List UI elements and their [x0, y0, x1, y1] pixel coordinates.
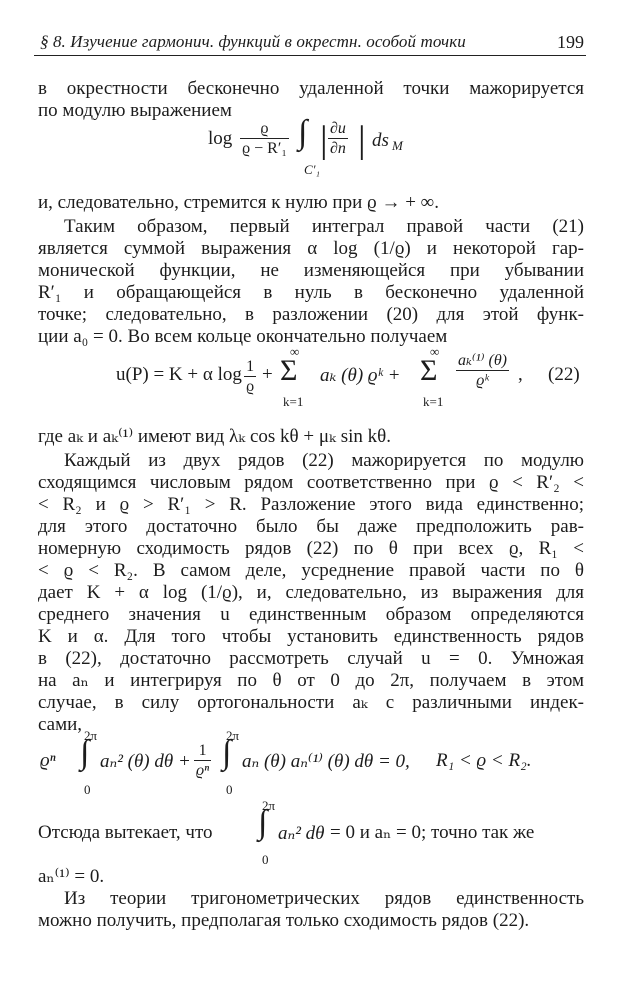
text-line: и, следовательно, стремится к нулю при ϱ → + ∞.: [38, 192, 439, 213]
summation-sign: Σ: [420, 354, 438, 387]
int2-lower: 0: [226, 782, 233, 797]
text-line: R′₁ и обращающейся в нуль в бесконечно удаленной: [38, 282, 584, 303]
eq1-ds: ds: [372, 130, 389, 151]
eq22-fraction-2: [456, 352, 509, 391]
eq22-tail: ,: [518, 364, 523, 385]
eq3-condition: R₁ < ϱ < R₂.: [436, 750, 532, 771]
text-line: можно получить, предполагая только сходимость рядов (22).: [38, 910, 530, 931]
eq1-fraction: [240, 120, 289, 159]
eq1-fraction-denominator: ϱ − R′₁: [242, 140, 287, 157]
eq22-fraction-1: [244, 358, 256, 397]
text-line: в окрестности бесконечно удаленной точки мажорируется: [38, 78, 584, 99]
equation-label: (22): [548, 364, 580, 385]
text-line: Таким образом, первый интеграл правой части (21): [64, 216, 584, 237]
eq22-lhs: u(P) = K + α log: [116, 364, 242, 385]
eq1-ds-subscript: M: [392, 138, 403, 153]
text-line: Каждый из двух рядов (22) мажорируется по модулю: [64, 450, 584, 471]
text-line: среднего значения u единственным образом определяются: [38, 604, 584, 625]
text-line: = 0 и aₙ = 0; точно так же: [330, 822, 535, 843]
header-title: § 8. Изучение гармонич. функций в окрестн. особой точки: [40, 32, 466, 51]
sum1-upper: ∞: [290, 344, 300, 359]
text-line: ции a₀ = 0. Во всем кольце окончательно получаем: [38, 326, 448, 347]
equation-22: [0, 346, 620, 410]
eq22-fraction-2-denominator: ϱᵏ: [476, 372, 489, 389]
text-line: где aₖ и aₖ⁽¹⁾ имеют вид λₖ cos kθ + μₖ sin kθ.: [38, 426, 391, 447]
eq1-fraction-numerator: ϱ: [240, 120, 289, 139]
text-line: < ϱ < R₂. В самом деле, усреднение правой части по θ: [38, 560, 584, 581]
eq3-fraction-numerator: 1: [194, 742, 211, 761]
text-line: K и α. Для того чтобы установить единственность рядов: [38, 626, 584, 647]
text-line: дает K + α log (1/ϱ), и, следовательно, из выражения для: [38, 582, 584, 603]
text-line: aₙ⁽¹⁾ = 0.: [38, 866, 105, 887]
eq3-fraction-denominator: ϱⁿ: [196, 762, 210, 779]
text-line: < R₂ и ϱ > R′₁ > R. Разложение этого вида единственно;: [38, 494, 584, 515]
eq3-fraction: [194, 742, 211, 781]
eq22-fraction-2-numerator: aₖ⁽¹⁾ (θ): [458, 352, 508, 369]
text-line: по модулю выражением: [38, 100, 232, 121]
text-line: монической функции, не изменяющейся при убывании: [38, 260, 584, 281]
eq22-fraction-1-denominator: ϱ: [246, 378, 255, 395]
summation-sign: Σ: [280, 354, 298, 387]
text-line: Из теории тригонометрических рядов единственность: [64, 888, 584, 909]
abs-bar-right: |: [358, 119, 366, 161]
equation-orthogonality: [0, 728, 620, 800]
integral-sign: ∫: [222, 734, 232, 771]
abs-bar-left: |: [320, 119, 328, 161]
integral-sign: ∫: [258, 804, 268, 841]
eq3-integrand-2: aₙ (θ) aₙ⁽¹⁾ (θ) dθ = 0,: [242, 751, 410, 772]
eq22-fraction-1-numerator: 1: [244, 358, 256, 377]
text-line: Отсюда вытекает, что: [38, 822, 213, 843]
eq3-rho-n: ϱⁿ: [40, 750, 56, 771]
eq1-derivative-denominator: ∂n: [330, 140, 346, 157]
running-header: [34, 30, 586, 56]
text-line: на aₙ и интегрируя по θ от 0 до 2π, получаем в этом: [38, 670, 584, 691]
text-line: сами,: [38, 714, 83, 735]
integral-sign: ∫: [80, 734, 90, 771]
int1-upper: 2π: [84, 728, 98, 743]
text-line: случае, в силу ортогональности aₖ с различными индек-: [38, 692, 584, 713]
sum1-lower: k=1: [283, 394, 304, 409]
header-rule: [34, 55, 586, 56]
text-line: сходящимся числовым рядом соответственно при ϱ < R′₂ <: [38, 472, 584, 493]
eq3-integrand-1: aₙ² (θ) dθ +: [100, 751, 191, 772]
page-number: 199: [557, 32, 584, 52]
int1-lower: 0: [84, 782, 91, 797]
text-line: в (22), достаточно рассмотреть случай u = 0. Умножая: [38, 648, 584, 669]
eq1-derivative-numerator: ∂u: [330, 120, 346, 137]
text-line: номерную сходимость рядов (22) по θ при всех ϱ, R₁ <: [38, 538, 584, 559]
plus-sign: +: [262, 364, 273, 385]
eq22-term-1: aₖ (θ) ϱᵏ +: [320, 365, 401, 386]
int-upper: 2π: [262, 798, 276, 813]
sum2-upper: ∞: [430, 344, 440, 359]
text-line: точке; следовательно, в разложении (20) для этой функ-: [38, 304, 584, 325]
eq1-log: log: [208, 128, 233, 149]
integral-sign: ∫: [298, 114, 308, 151]
text-line: для этого достаточно было бы даже предположить рав-: [38, 516, 584, 537]
text-line: является суммой выражения α log (1/ϱ) и некоторой гар-: [38, 238, 584, 259]
sum2-lower: k=1: [423, 394, 444, 409]
int2-upper: 2π: [226, 728, 240, 743]
eq1-integral-limit: C′₁: [304, 162, 321, 177]
eq4-integrand: aₙ² dθ: [278, 823, 325, 844]
eq1-derivative: [328, 120, 348, 159]
int-lower: 0: [262, 852, 269, 867]
